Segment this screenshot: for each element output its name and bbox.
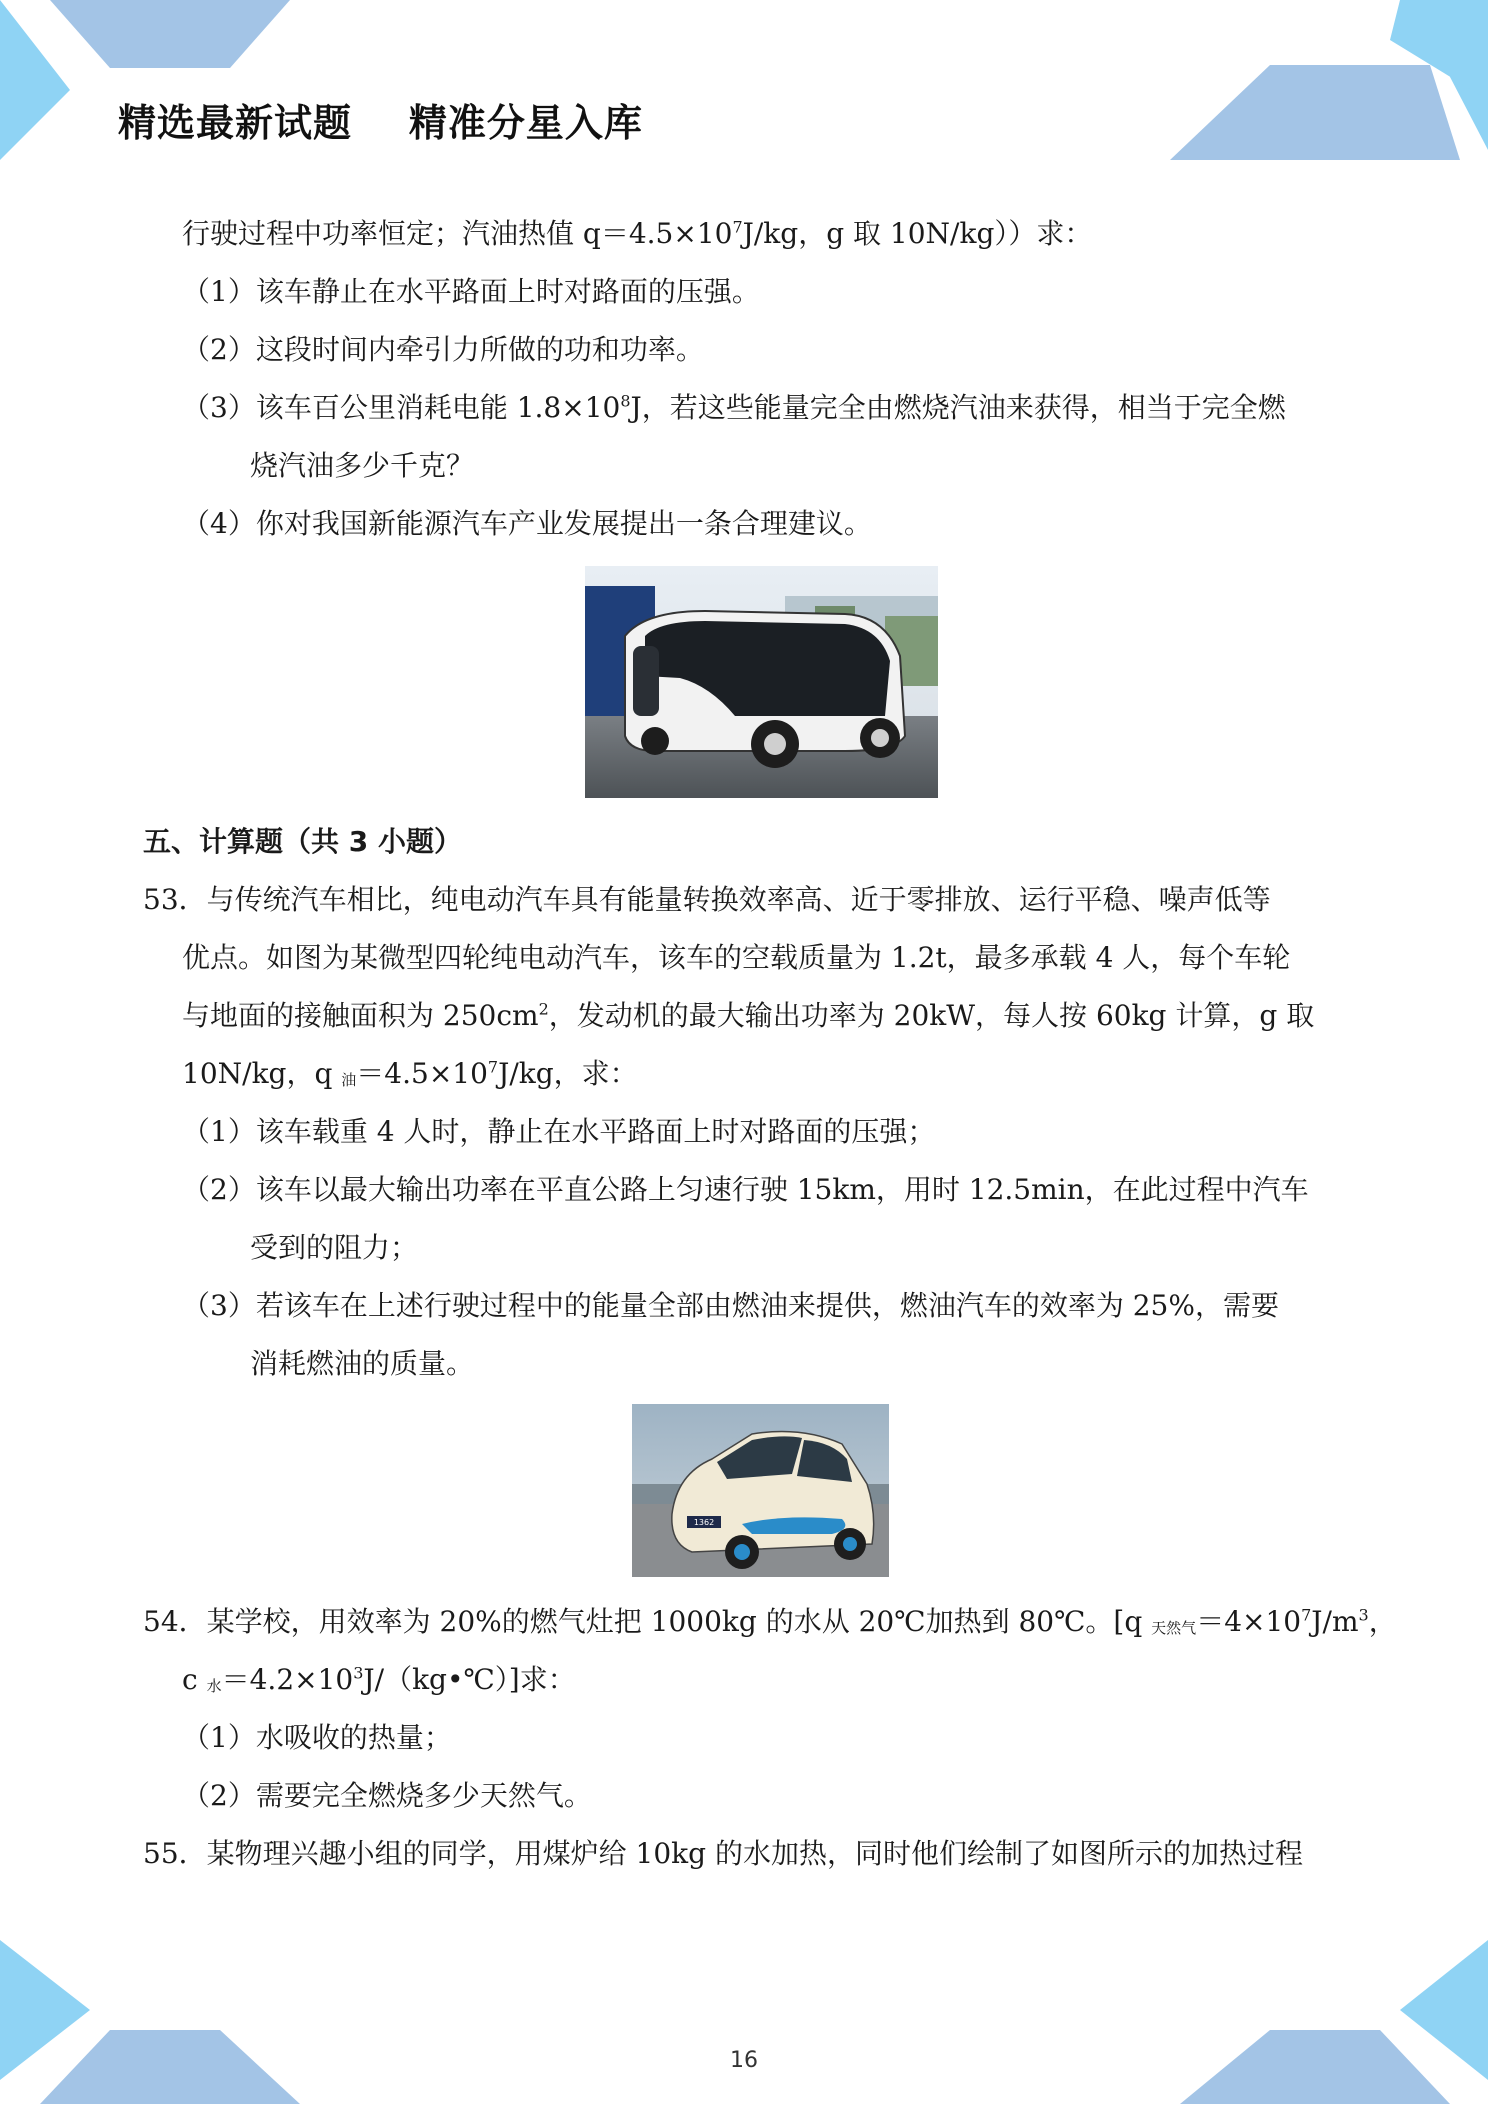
bottom-left-decoration (0, 1930, 320, 2104)
bottom-right-decoration (1170, 1930, 1488, 2104)
subquestion-1: （1）该车静止在水平路面上时对路面的压强。 (182, 275, 760, 308)
electric-car-photo (632, 1404, 889, 1577)
subquestion-3-continuation: 烧汽油多少千克？ (250, 449, 475, 482)
top-right-decoration (1160, 0, 1488, 170)
q53-subquestion-2: （2）该车以最大输出功率在平直公路上匀速行驶 15km，用时 12.5min，在此过程中汽车 (182, 1173, 1309, 1206)
page-number: 16 (730, 2048, 758, 2073)
q53-line-2: 优点。如图为某微型四轮纯电动汽车，该车的空载质量为 1.2t，最多承载 4 人，每个车轮 (182, 941, 1291, 974)
q54-subquestion-1: （1）水吸收的热量； (182, 1721, 452, 1754)
q53-subquestion-3-continuation: 消耗燃油的质量。 (250, 1347, 475, 1380)
subquestion-4: （4）你对我国新能源汽车产业发展提出一条合理建议。 (182, 507, 872, 540)
q54-line-1: 54．某学校，用效率为 20%的燃气灶把 1000kg 的水从 20℃加热到 80℃。[q $_{天然气}=4\times 10^7J/m^3$， (143, 1605, 1397, 1638)
q54-line-2: c $_水=4.2\times 10^3J/(kg•℃)$]求： (182, 1663, 576, 1696)
q53-line-3: 与地面的接触面积为 $250cm^2$，发动机的最大输出功率为 20kW，每人按 60kg 计算，g 取 (182, 999, 1315, 1032)
q53-subquestion-3: （3）若该车在上述行驶过程中的能量全部由燃油来提供，燃油汽车的效率为 25%，需要 (182, 1289, 1279, 1322)
minibus-photo (585, 566, 938, 798)
q54-subquestion-2: （2）需要完全燃烧多少天然气。 (182, 1779, 592, 1812)
continuation-line-1: 行驶过程中功率恒定；汽油热值 $q=4.5\times 10^7J/kg$，g 取 10N/kg））求： (182, 217, 1093, 250)
q53-line-4: 10N/kg，q $_油=4.5\times 10^7J/kg$，求： (182, 1057, 638, 1090)
section-heading: 五、计算题（共 3 小题） (143, 825, 462, 858)
license-plate: 1362 (693, 1518, 715, 1527)
q55-line-1: 55．某物理兴趣小组的同学，用煤炉给 10kg 的水加热，同时他们绘制了如图所示的加热过程 (143, 1837, 1303, 1870)
q53-line-1: 53．与传统汽车相比，纯电动汽车具有能量转换效率高、近于零排放、运行平稳、噪声低等 (143, 883, 1271, 916)
subquestion-3: （3）该车百公里消耗电能 $1.8\times 10^8J$，若这些能量完全由燃烧汽油来获得，相当于完全燃 (182, 391, 1286, 424)
q53-subquestion-1: （1）该车载重 4 人时，静止在水平路面上时对路面的压强； (182, 1115, 936, 1148)
header-title: 精选最新试题 精准分星入库 (118, 101, 643, 145)
subquestion-2: （2）这段时间内牵引力所做的功和功率。 (182, 333, 704, 366)
q53-subquestion-2-continuation: 受到的阻力； (250, 1231, 419, 1264)
